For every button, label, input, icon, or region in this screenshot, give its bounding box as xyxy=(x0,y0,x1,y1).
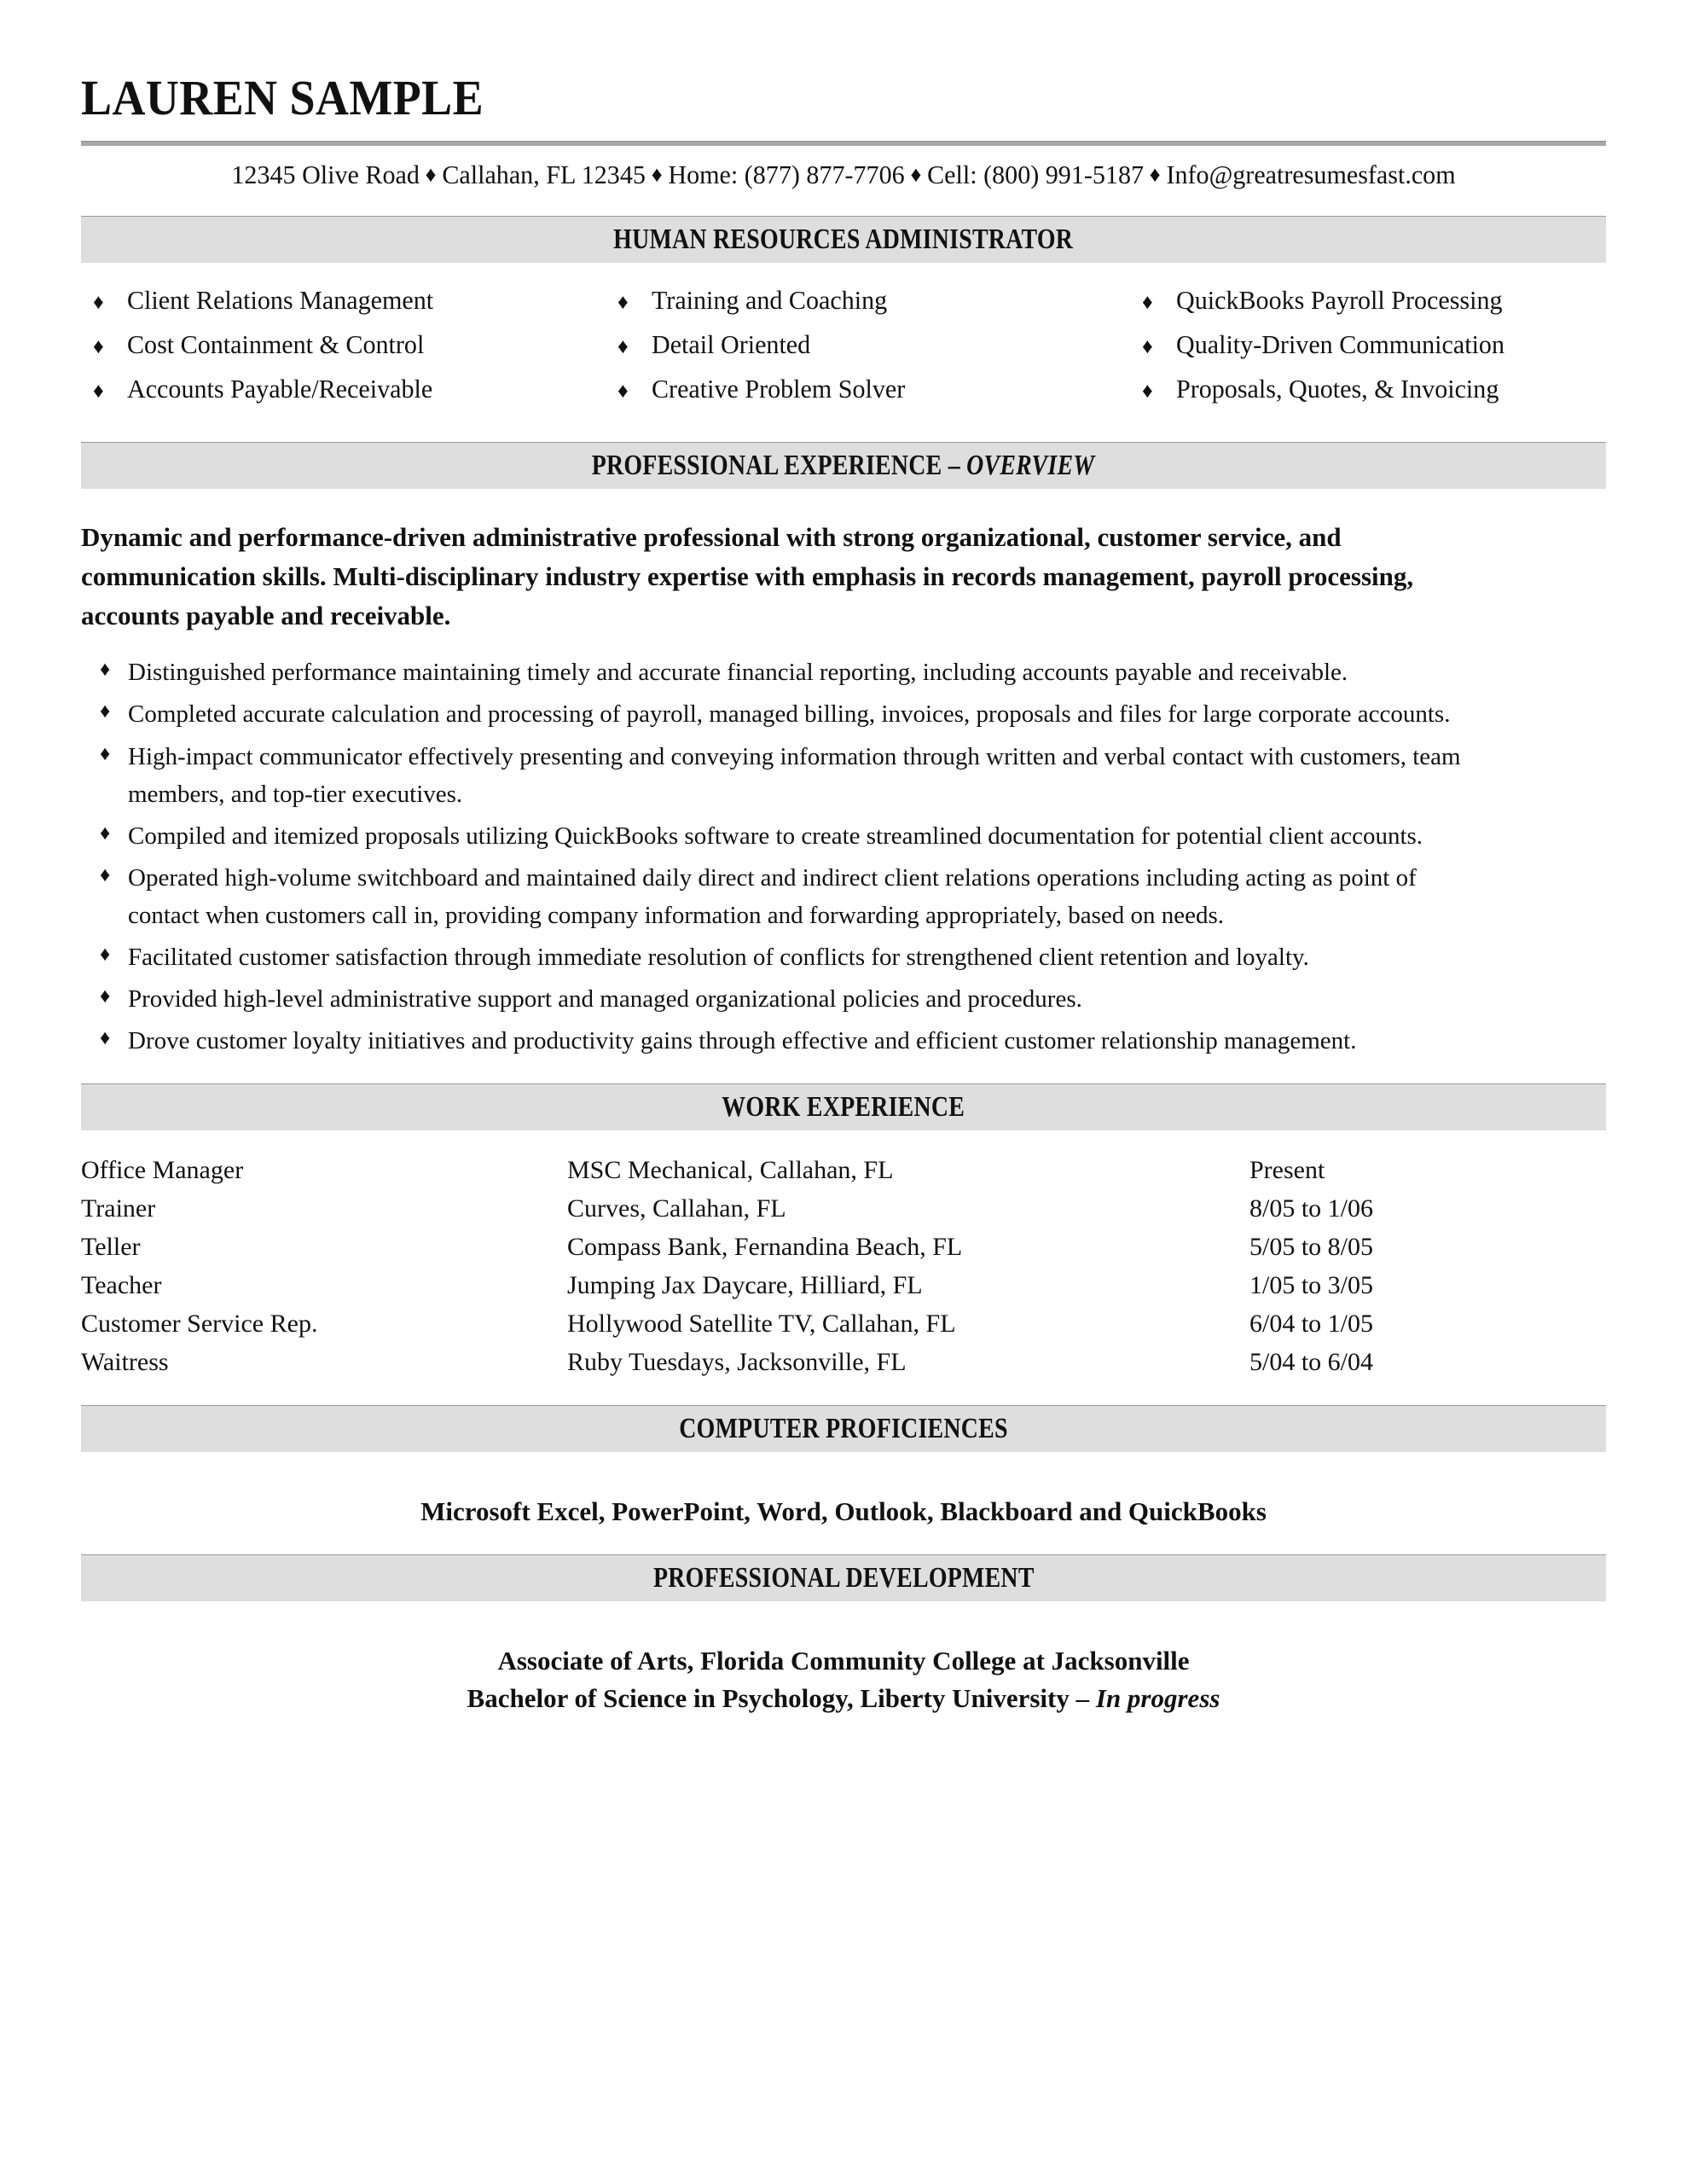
diamond-icon: ♦ xyxy=(1142,290,1153,314)
contact-cell-phone: Cell: (800) 991-5187 xyxy=(927,160,1145,189)
list-item-text: Operated high-volume switchboard and maintained daily direct and indirect client relations operations including acting as point of contact when customers call in, providing company information and forwarding appropriately, based on needs. xyxy=(128,863,1417,929)
list-item-text: Provided high-level administrative support and managed organizational policies and procedures. xyxy=(128,985,1082,1013)
contact-address: 12345 Olive Road xyxy=(231,160,420,189)
section-title: COMPUTER PROFICIENCES xyxy=(679,1413,1008,1445)
skill-item xyxy=(1130,285,1606,329)
job-title: Office Manager xyxy=(81,1155,244,1184)
employment-dates: 1/05 to 3/05 xyxy=(1249,1270,1374,1299)
skill-item xyxy=(606,329,1130,374)
employment-dates: 5/05 to 8/05 xyxy=(1249,1232,1374,1261)
diamond-icon: ♦ xyxy=(100,659,111,682)
diamond-icon: ♦ xyxy=(617,334,629,358)
skill-label: Detail Oriented xyxy=(652,328,811,359)
work-experience-table xyxy=(81,1151,1606,1381)
employment-dates: Present xyxy=(1249,1155,1325,1184)
employer: Ruby Tuesdays, Jacksonville, FL xyxy=(567,1347,907,1376)
skill-item xyxy=(81,285,606,329)
diamond-icon: ♦ xyxy=(1142,379,1153,403)
section-title xyxy=(592,450,1095,482)
list-item xyxy=(81,695,1606,733)
table-row xyxy=(81,1228,1606,1266)
skill-item xyxy=(81,329,606,374)
diamond-icon: ♦ xyxy=(1142,334,1153,358)
diamond-icon: ♦ xyxy=(617,290,629,314)
table-row xyxy=(81,1304,1606,1343)
table-row xyxy=(81,1266,1606,1304)
list-item xyxy=(81,817,1606,855)
section-header-professional-development xyxy=(81,1554,1606,1601)
employment-dates: 8/05 to 1/06 xyxy=(1249,1194,1374,1223)
computer-proficiencies-text: Microsoft Excel, PowerPoint, Word, Outlook, Blackboard and QuickBooks xyxy=(420,1496,1267,1527)
diamond-icon: ♦ xyxy=(100,822,111,845)
job-title: Waitress xyxy=(81,1347,169,1376)
skill-label: Client Relations Management xyxy=(127,284,434,315)
employment-dates: 5/04 to 6/04 xyxy=(1249,1347,1374,1376)
skill-label: Creative Problem Solver xyxy=(652,373,906,404)
skill-item xyxy=(1130,329,1606,374)
diamond-icon: ♦ xyxy=(651,162,663,187)
section-header-overview xyxy=(81,442,1606,489)
list-item-text: Distinguished performance maintaining timely and accurate financial reporting, including accounts payable and receivable. xyxy=(128,659,1348,687)
employer: Jumping Jax Daycare, Hilliard, FL xyxy=(567,1270,923,1299)
diamond-icon: ♦ xyxy=(100,863,111,886)
skill-label: Cost Containment & Control xyxy=(127,328,425,359)
employer: MSC Mechanical, Callahan, FL xyxy=(567,1155,894,1184)
list-item xyxy=(81,1022,1606,1060)
skill-item xyxy=(606,374,1130,418)
section-title: PROFESSIONAL DEVELOPMENT xyxy=(652,1562,1035,1594)
list-item xyxy=(81,859,1606,934)
education-status: In progress xyxy=(1095,1683,1220,1714)
header-divider xyxy=(81,141,1606,146)
section-title: WORK EXPERIENCE xyxy=(722,1091,965,1124)
skill-label: Quality-Driven Communication xyxy=(1176,328,1504,359)
diamond-icon: ♦ xyxy=(425,162,437,187)
section-title: HUMAN RESOURCES ADMINISTRATOR xyxy=(613,223,1074,255)
section-header-computer-proficiences xyxy=(81,1405,1606,1452)
education-line-bachelor xyxy=(81,1680,1606,1717)
diamond-icon: ♦ xyxy=(617,379,629,403)
core-skills-grid xyxy=(81,285,1606,418)
contact-email: Info@greatresumesfast.com xyxy=(1166,160,1456,189)
diamond-icon: ♦ xyxy=(93,379,104,403)
employer: Compass Bank, Fernandina Beach, FL xyxy=(567,1232,963,1261)
list-item-text: Facilitated customer satisfaction through immediate resolution of conflicts for strengthened client retention and loyalty. xyxy=(128,943,1309,971)
section-header-job-target xyxy=(81,216,1606,263)
table-row xyxy=(81,1343,1606,1381)
table-row xyxy=(81,1151,1606,1189)
diamond-icon: ♦ xyxy=(910,162,922,187)
section-title-main: PROFESSIONAL EXPERIENCE – xyxy=(592,449,967,481)
page-title: LAUREN SAMPLE xyxy=(81,70,484,125)
contact-home-phone: Home: (877) 877-7706 xyxy=(668,160,905,189)
job-title: Customer Service Rep. xyxy=(81,1309,318,1338)
section-header-work-experience xyxy=(81,1083,1606,1130)
job-title: Teller xyxy=(81,1232,141,1261)
list-item-text: Completed accurate calculation and processing of payroll, managed billing, invoices, proposals and files for large corporate accounts. xyxy=(128,700,1451,729)
header-block xyxy=(81,0,1606,192)
diamond-icon: ♦ xyxy=(1149,162,1161,187)
list-item xyxy=(81,653,1606,691)
diamond-icon: ♦ xyxy=(100,985,111,1008)
list-item-text: Compiled and itemized proposals utilizing QuickBooks software to create streamlined documentation for potential client accounts. xyxy=(128,822,1423,850)
skill-label: Training and Coaching xyxy=(652,284,888,315)
skill-label: Accounts Payable/Receivable xyxy=(127,373,433,404)
skill-label: QuickBooks Payroll Processing xyxy=(1176,284,1503,315)
professional-summary: Dynamic and performance-driven administrative professional with strong organizational, customer service, and communication skills. Multi-disciplinary industry expertise with emphasis in records management, payroll processing, accounts payable and receivable. xyxy=(81,521,1414,630)
education-degree: Bachelor of Science in Psychology, Liberty University – xyxy=(467,1683,1096,1714)
education-line-associate: Associate of Arts, Florida Community College at Jacksonville xyxy=(497,1646,1190,1676)
diamond-icon: ♦ xyxy=(93,334,104,358)
list-item-text: High-impact communicator effectively presenting and conveying information through written and verbal contact with customers, team members, and top-tier executives. xyxy=(128,742,1461,808)
contact-city: Callahan, FL 12345 xyxy=(442,160,646,189)
diamond-icon: ♦ xyxy=(100,700,111,723)
employment-dates: 6/04 to 1/05 xyxy=(1249,1309,1374,1338)
diamond-icon: ♦ xyxy=(100,742,111,765)
diamond-icon: ♦ xyxy=(100,943,111,966)
contact-line xyxy=(104,159,1583,192)
employer: Hollywood Satellite TV, Callahan, FL xyxy=(567,1309,956,1338)
skill-item xyxy=(1130,374,1606,418)
job-title: Teacher xyxy=(81,1270,162,1299)
list-item xyxy=(81,980,1606,1018)
list-item xyxy=(81,938,1606,976)
section-title-emphasis: OVERVIEW xyxy=(966,449,1095,481)
diamond-icon: ♦ xyxy=(93,290,104,314)
employer: Curves, Callahan, FL xyxy=(567,1194,786,1223)
diamond-icon: ♦ xyxy=(100,1027,111,1050)
skill-item xyxy=(606,285,1130,329)
table-row xyxy=(81,1189,1606,1228)
list-item xyxy=(81,738,1606,813)
achievements-list xyxy=(81,653,1606,1060)
skill-item xyxy=(81,374,606,418)
skill-label: Proposals, Quotes, & Invoicing xyxy=(1176,373,1499,404)
list-item-text: Drove customer loyalty initiatives and productivity gains through effective and efficient customer relationship management. xyxy=(128,1027,1357,1055)
job-title: Trainer xyxy=(81,1194,156,1223)
